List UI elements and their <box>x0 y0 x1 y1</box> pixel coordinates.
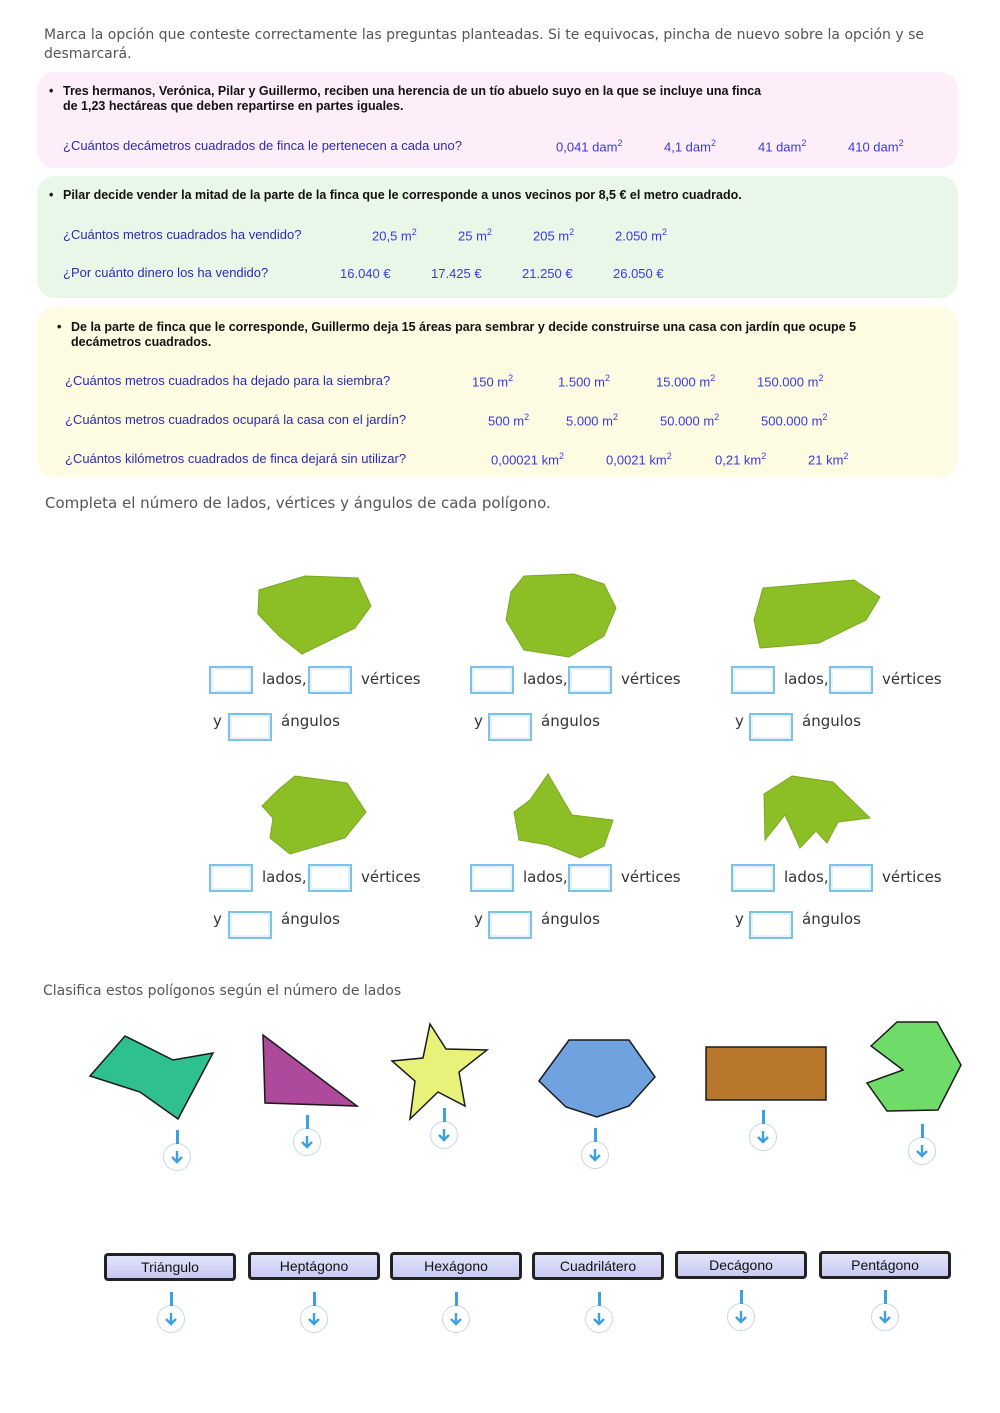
sides-label-3: lados, <box>784 670 829 688</box>
vertices-input-6[interactable] <box>829 864 873 892</box>
option-4c[interactable]: 15.000 $m^2$ <box>656 373 716 390</box>
option-2d[interactable]: 2.050 $m^2$ <box>615 227 667 244</box>
vertices-label-2: vértices <box>621 670 681 688</box>
option-3a[interactable]: 16.040 € <box>340 266 391 281</box>
shape-teal <box>90 1036 213 1119</box>
arrow-down-icon <box>877 1309 893 1325</box>
y-label-4: y <box>213 910 222 928</box>
y-label-3: y <box>735 712 744 730</box>
card-cuadrilatero[interactable]: Cuadrilátero <box>532 1252 664 1280</box>
angles-input-4[interactable] <box>228 911 272 939</box>
question-block-1 <box>37 72 958 168</box>
option-5a[interactable]: 500 $m^2$ <box>488 412 530 429</box>
statement-3-line-1: De la parte de finca que le corresponde, Guillermo deja 15 áreas para sembrar y decide construirse una casa con jardín que ocupe 5 <box>71 320 857 334</box>
shape-purple <box>263 1035 357 1106</box>
angles-label-4: ángulos <box>281 910 340 928</box>
arrow-down-icon <box>733 1309 749 1325</box>
option-1d[interactable]: 410 dam$^2$ <box>848 138 904 155</box>
question-3: ¿Por cuánto dinero los ha vendido? <box>63 265 269 280</box>
option-3b[interactable]: 17.425 € <box>431 266 482 281</box>
shape-drop-target-1[interactable] <box>163 1143 191 1171</box>
angles-input-6[interactable] <box>749 911 793 939</box>
vertices-input-2[interactable] <box>568 666 612 694</box>
shape-drop-target-4[interactable] <box>581 1141 609 1169</box>
arrow-down-icon <box>299 1134 315 1150</box>
option-1a[interactable]: 0,041 dam$^2$ <box>556 138 623 155</box>
option-5c[interactable]: 50.000 $m^2$ <box>660 412 720 429</box>
shape-drop-target-6[interactable] <box>908 1137 936 1165</box>
y-label-6: y <box>735 910 744 928</box>
question-2: ¿Cuántos metros cuadrados ha vendido? <box>63 227 302 242</box>
vertices-input-1[interactable] <box>308 666 352 694</box>
arrow-down-icon <box>448 1311 464 1327</box>
vertices-label-5: vértices <box>621 868 681 886</box>
arrow-down-icon <box>306 1311 322 1327</box>
card-heptagono[interactable]: Heptágono <box>248 1252 380 1280</box>
question-6: ¿Cuántos kilómetros cuadrados de finca dejará sin utilizar? <box>65 451 407 466</box>
question-5: ¿Cuántos metros cuadrados ocupará la casa con el jardín? <box>65 412 407 427</box>
angles-label-3: ángulos <box>802 712 861 730</box>
arrow-down-icon <box>587 1147 603 1163</box>
vertices-label-4: vértices <box>361 868 421 886</box>
option-1c[interactable]: 41 dam$^2$ <box>758 138 807 155</box>
sides-label-1: lados, <box>262 670 307 688</box>
y-label-1: y <box>213 712 222 730</box>
angles-input-2[interactable] <box>488 713 532 741</box>
sides-input-6[interactable] <box>731 864 775 892</box>
polygon-shape-6 <box>764 776 870 848</box>
card-pentagono[interactable]: Pentágono <box>819 1251 951 1279</box>
option-1b[interactable]: 4,1 dam$^2$ <box>664 138 716 155</box>
question-4: ¿Cuántos metros cuadrados ha dejado para la siembra? <box>65 373 391 388</box>
option-4d[interactable]: 150.000 $m^2$ <box>757 373 824 390</box>
arrow-down-icon <box>591 1311 607 1327</box>
statement-3-line-2: decámetros cuadrados. <box>71 335 212 349</box>
shape-drop-target-3[interactable] <box>430 1121 458 1149</box>
sides-input-3[interactable] <box>731 666 775 694</box>
card-triangulo[interactable]: Triángulo <box>104 1253 236 1281</box>
multiple-choice-instructions: Marca la opción que conteste correctamente las preguntas planteadas. Si te equivocas, pincha de nuevo sobre la opción y se desmarcará. <box>44 27 925 62</box>
arrow-down-icon <box>914 1143 930 1159</box>
arrow-down-icon <box>755 1129 771 1145</box>
card-decagono[interactable]: Decágono <box>675 1251 807 1279</box>
statement-1: • Tres hermanos, Verónica, Pilar y Guillermo, reciben una herencia de un tío abuelo suyo en la que se incluye una finca de 1,23 hectáreas que deben repartirse en partes iguales. <box>63 84 943 114</box>
statement-2: • Pilar decide vender la mitad de la parte de la finca que le corresponde a unos vecinos por 8,5 € el metro cuadrado. <box>63 188 943 203</box>
option-2a[interactable]: 20,5 $m^2$ <box>372 227 417 244</box>
vertices-input-5[interactable] <box>568 864 612 892</box>
angles-input-3[interactable] <box>749 713 793 741</box>
shape-yellow <box>392 1024 487 1119</box>
vertices-input-4[interactable] <box>308 864 352 892</box>
statement-3: • De la parte de finca que le corresponde, Guillermo deja 15 áreas para sembrar y decide construirse una casa con jardín que ocupe 5 decámetros cuadrados. <box>71 320 951 350</box>
option-6d[interactable]: 21 $km^2$ <box>808 451 849 468</box>
sides-label-2: lados, <box>523 670 568 688</box>
shape-drop-target-2[interactable] <box>293 1128 321 1156</box>
vertices-label-6: vértices <box>882 868 942 886</box>
classify-instructions: Clasifica estos polígonos según el número de lados <box>43 983 402 999</box>
option-2b[interactable]: 25 $m^2$ <box>458 227 492 244</box>
angles-label-1: ángulos <box>281 712 340 730</box>
sides-input-5[interactable] <box>470 864 514 892</box>
shape-drop-target-5[interactable] <box>749 1123 777 1151</box>
polygon-shape-4 <box>262 776 366 854</box>
polygon-count-instructions: Completa el número de lados, vértices y ángulos de cada polígono. <box>45 494 551 512</box>
polygon-shapes <box>0 560 1000 860</box>
arrow-down-icon <box>169 1149 185 1165</box>
angles-label-5: ángulos <box>541 910 600 928</box>
card-drop-target-3[interactable] <box>442 1305 470 1333</box>
option-3c[interactable]: 21.250 € <box>522 266 573 281</box>
arrow-down-icon <box>436 1127 452 1143</box>
y-label-2: y <box>474 712 483 730</box>
polygon-shape-2 <box>506 574 616 657</box>
option-4a[interactable]: 150 $m^2$ <box>472 373 514 390</box>
polygon-shape-3 <box>754 580 880 648</box>
angles-input-1[interactable] <box>228 713 272 741</box>
sides-label-4: lados, <box>262 868 307 886</box>
angles-label-6: ángulos <box>802 910 861 928</box>
sides-input-4[interactable] <box>209 864 253 892</box>
vertices-label-1: vértices <box>361 670 421 688</box>
shape-green <box>867 1022 961 1111</box>
option-6c[interactable]: 0,21 $km^2$ <box>715 451 767 468</box>
option-4b[interactable]: 1.500 $m^2$ <box>558 373 610 390</box>
arrow-down-icon <box>163 1311 179 1327</box>
statement-2-line-1: Pilar decide vender la mitad de la parte de la finca que le corresponde a unos vecinos por 8,5 € el metro cuadrado. <box>63 188 742 202</box>
angles-label-2: ángulos <box>541 712 600 730</box>
sides-label-5: lados, <box>523 868 568 886</box>
sides-input-1[interactable] <box>209 666 253 694</box>
classify-shapes <box>0 1010 1000 1130</box>
angles-input-5[interactable] <box>488 911 532 939</box>
question-block-3 <box>37 307 958 477</box>
card-drop-target-6[interactable] <box>871 1303 899 1331</box>
polygon-shape-5 <box>514 774 613 858</box>
option-5d[interactable]: 500.000 $m^2$ <box>761 412 828 429</box>
statement-1-line-1: Tres hermanos, Verónica, Pilar y Guillermo, reciben una herencia de un tío abuelo suyo en la que se incluye una finca <box>63 84 762 98</box>
card-drop-target-2[interactable] <box>300 1305 328 1333</box>
y-label-5: y <box>474 910 483 928</box>
card-hexagono[interactable]: Hexágono <box>390 1252 522 1280</box>
vertices-input-3[interactable] <box>829 666 873 694</box>
vertices-label-3: vértices <box>882 670 942 688</box>
sides-input-2[interactable] <box>470 666 514 694</box>
card-drop-target-5[interactable] <box>727 1303 755 1331</box>
question-1: ¿Cuántos decámetros cuadrados de finca le pertenecen a cada uno? <box>63 138 462 153</box>
shape-brown <box>706 1047 826 1100</box>
question-block-2 <box>37 176 958 298</box>
card-drop-target-1[interactable] <box>157 1305 185 1333</box>
option-5b[interactable]: 5.000 $m^2$ <box>566 412 618 429</box>
option-2c[interactable]: 205 $m^2$ <box>533 227 575 244</box>
sides-label-6: lados, <box>784 868 829 886</box>
option-6b[interactable]: 0,0021 $km^2$ <box>606 451 672 468</box>
shape-blue <box>539 1040 655 1117</box>
card-drop-target-4[interactable] <box>585 1305 613 1333</box>
option-3d[interactable]: 26.050 € <box>613 266 664 281</box>
polygon-shape-1 <box>258 576 371 654</box>
statement-1-line-2: de 1,23 hectáreas que deben repartirse en partes iguales. <box>63 99 404 113</box>
option-6a[interactable]: 0,00021 $km^2$ <box>491 451 564 468</box>
